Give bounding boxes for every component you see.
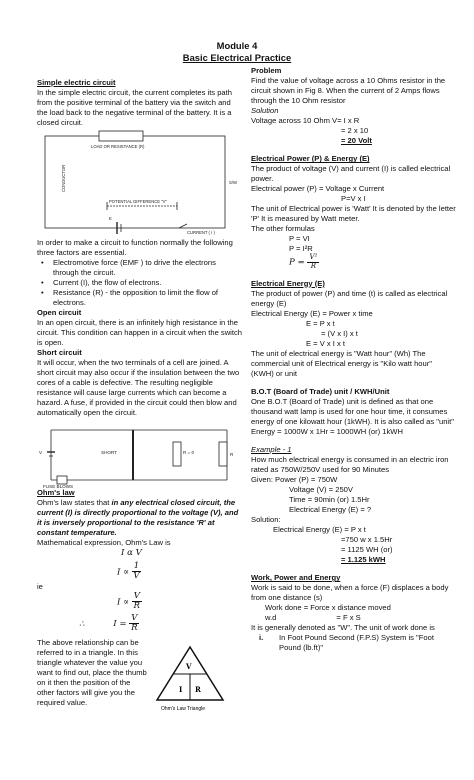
power-formula-3-lhs: P = <box>289 257 305 268</box>
short-circuit-text: It will occur, when the two terminals of a cell are joined. A short circuit may also occur if the insulation between the two cores of a cable is defective. The resulting negligible resistance will cause large currents which can become a hazard. A fuse, if provided in the circuit could then blow and automatically open the circuit. <box>37 358 240 418</box>
math-expression-line: Mathematical expression, Ohm's Law is <box>37 538 171 548</box>
short-circuit-heading: Short circuit <box>37 348 82 358</box>
work-text-1: Work is said to be done, when a force (F) displaces a body from one distance (s) <box>251 583 449 603</box>
resistance-label: R <box>230 452 234 458</box>
ohms-eq-4: ∴ I = $\frac{V}{R}$ <box>79 612 138 634</box>
power-heading: Electrical Power (P) & Energy (E) <box>251 154 370 164</box>
essential-factors-intro: In order to make a circuit to function normally the following three factors are essential. <box>37 238 233 258</box>
energy-formula-3: E = V x I x t <box>306 338 346 348</box>
power-unit-text: The unit of Electrical power is 'Watt' It is denoted by the letter 'P' It is measured by Watt meter. <box>251 204 456 224</box>
svg-text:R: R <box>195 684 201 694</box>
given-line-4: Electrical Energy (E) = ? <box>289 504 372 514</box>
energy-text-1: The product of power (P) and time (t) is called as electrical energy (E) <box>251 288 448 308</box>
solution-line-2: = 2 x 10 <box>341 126 369 136</box>
essential-factors-list <box>37 258 242 308</box>
work-unit-number: i. <box>259 633 264 643</box>
svg-text:I: I <box>179 684 183 694</box>
page-header <box>0 40 474 64</box>
power-formula: P=V x I <box>341 194 366 204</box>
power-formula-3: P = $\frac{\text{V²}}{R}$ <box>289 253 318 270</box>
fuse-label: FUSE BLOWS <box>43 484 74 489</box>
given-line-3: Time = 90min (or) 1.5Hr <box>289 494 370 504</box>
power-formula-2: P = I²R <box>289 244 313 254</box>
emf-label: E <box>109 216 112 222</box>
example-text: How much electrical energy is consumed in an electric iron rated as 750W/250V used for 90 Minutes <box>251 454 449 474</box>
module-subtitle: Basic Electrical Practice <box>182 52 292 64</box>
ohms-triangle-text: The above relationship can be referred to in a triangle. In this triangle whatever the value you want to find out, place the thumb on it then the position of the other factors will give you the required value. <box>37 637 147 707</box>
solution-line-1: Voltage across 10 Ohm V= I x R <box>251 116 360 126</box>
load-label: LOAD OR RESISTANCE (R) <box>91 144 145 150</box>
ie-label: ie <box>37 581 43 591</box>
example-solution-3: = 1125 WH (or) <box>341 545 393 555</box>
example-solution-1: Electrical Energy (E) = P x t <box>273 525 366 535</box>
short-label: SHORT <box>101 450 117 456</box>
therefore-symbol: ∴ <box>79 619 85 630</box>
work-done-symbol: w.d <box>265 613 277 623</box>
power-text-2: Electrical power (P) = Voltage x Current <box>251 184 385 194</box>
solution-label: Solution <box>251 106 279 116</box>
right-column <box>251 66 456 653</box>
work-heading: Work, Power and Energy <box>251 573 341 583</box>
work-text-3 <box>251 613 456 623</box>
bot-energy-line: Energy = 1000W x 1Hr = 1000WH (or) 1kWH <box>251 426 403 436</box>
example-heading: Example - 1 <box>251 444 292 454</box>
example-solution-2: =750 w x 1.5Hr <box>341 535 393 545</box>
list-item: • Electromotive force (EMF ) to drive the electrons through the circuit. <box>37 258 242 278</box>
power-text-1: The product of voltage (V) and current (I) is called electrical power. <box>251 164 451 184</box>
module-title: Module 4 <box>216 40 258 51</box>
example-solution-4: = 1.125 kWH <box>341 555 386 565</box>
ohms-law-heading: Ohm's law <box>37 488 75 498</box>
ohms-law-triangle <box>153 644 227 712</box>
given-line-2: Voltage (V) = 250V <box>289 484 353 494</box>
triangle-caption: Ohm's Law Triangle <box>161 705 206 712</box>
power-formula-1: P = VI <box>289 234 310 244</box>
bot-text: One B.O.T (Board of Trade) unit is defined as that one thousand watt lamp is used for one hour time, it consumes energy of one kilowatt hour (1kWH). It is also called as "unit" <box>251 396 454 426</box>
simple-circuit-text: In the simple electric circuit, the current completes its path from the positive terminal of the battery via the switch and the load back to the negative terminal of the battery. It is a closed circuit. <box>37 88 232 128</box>
work-done-formula: = F x S <box>336 613 361 623</box>
open-circuit-heading: Open circuit <box>37 308 82 318</box>
energy-text-2: Electrical Energy (E) = Power x time <box>251 308 373 318</box>
pd-label: POTENTIAL DIFFERENCE "V" <box>109 199 167 205</box>
open-circuit-text: In an open circuit, there is an infinitely high resistance in the circuit. This condition can happen in a circuit when the switch is open. <box>37 318 242 348</box>
work-text-2: Work done = Force x distance moved <box>265 603 391 613</box>
solution-line-3: = 20 Volt <box>341 136 372 146</box>
ohms-law-intro: Ohm's law states that <box>37 498 112 508</box>
ohms-law-definition: in any electrical closed circuit, the current (I) is directly proportional to the voltage (V), and it is inversely proportional to the resistance 'R' at constant temperature. <box>37 498 239 538</box>
zero-resistance-label: R = 0 <box>183 450 195 456</box>
other-formulas-label: The other formulas <box>251 224 315 234</box>
energy-formula-1: E = P x t <box>306 318 335 328</box>
switch-label: S/W <box>229 180 237 186</box>
work-text-4: It is generally denoted as "W". The unit of work done is <box>251 623 435 633</box>
problem-heading: Problem <box>251 66 282 75</box>
current-label: CURRENT ( I ) <box>187 230 215 236</box>
work-unit-text: In Foot Pound Second (F.P.S) System is "Foot Pound (lb.ft)" <box>279 633 434 653</box>
svg-text:V: V <box>186 661 192 671</box>
voltage-label: V <box>39 450 43 456</box>
energy-heading: Electrical Energy (E) <box>251 278 325 288</box>
ohms-eq-1: I α V <box>121 548 142 559</box>
simple-circuit-heading: Simple electric circuit <box>37 78 116 87</box>
ohms-eq-3: I ∝ $\frac{V}{R}$ <box>117 590 141 612</box>
problem-text: Find the value of voltage across a 10 Ohms resistor in the circuit shown in Fig 8. When the current of 2 Amps flows through the 10 Ohm resistor <box>251 76 446 106</box>
bot-heading: B.O.T (Board of Trade) unit / KWH/Unit <box>251 386 390 396</box>
given-line-1: Given: Power (P) = 750W <box>251 474 338 484</box>
ohms-eq-2: I ∝ $\frac{1}{V}$ <box>117 560 140 582</box>
list-item: • Resistance (R) - the opposition to limit the flow of electrons. <box>37 288 242 308</box>
energy-unit-text: The unit of electrical energy is "Watt hour" (Wh) The commercial unit of Electrical energy is "Kilo watt hour" (KWH) or unit <box>251 348 432 378</box>
work-unit-item <box>251 633 456 653</box>
simple-circuit-diagram <box>37 128 242 238</box>
left-column <box>37 66 242 712</box>
list-item: • Current (I), the flow of electrons. <box>37 278 242 288</box>
example-solution-label: Solution: <box>251 515 281 524</box>
conductor-label: CONDUCTOR <box>61 164 66 193</box>
energy-formula-2: = (V x I) x t <box>321 328 358 338</box>
ohms-law-statement <box>37 498 242 538</box>
short-circuit-diagram <box>37 418 242 488</box>
